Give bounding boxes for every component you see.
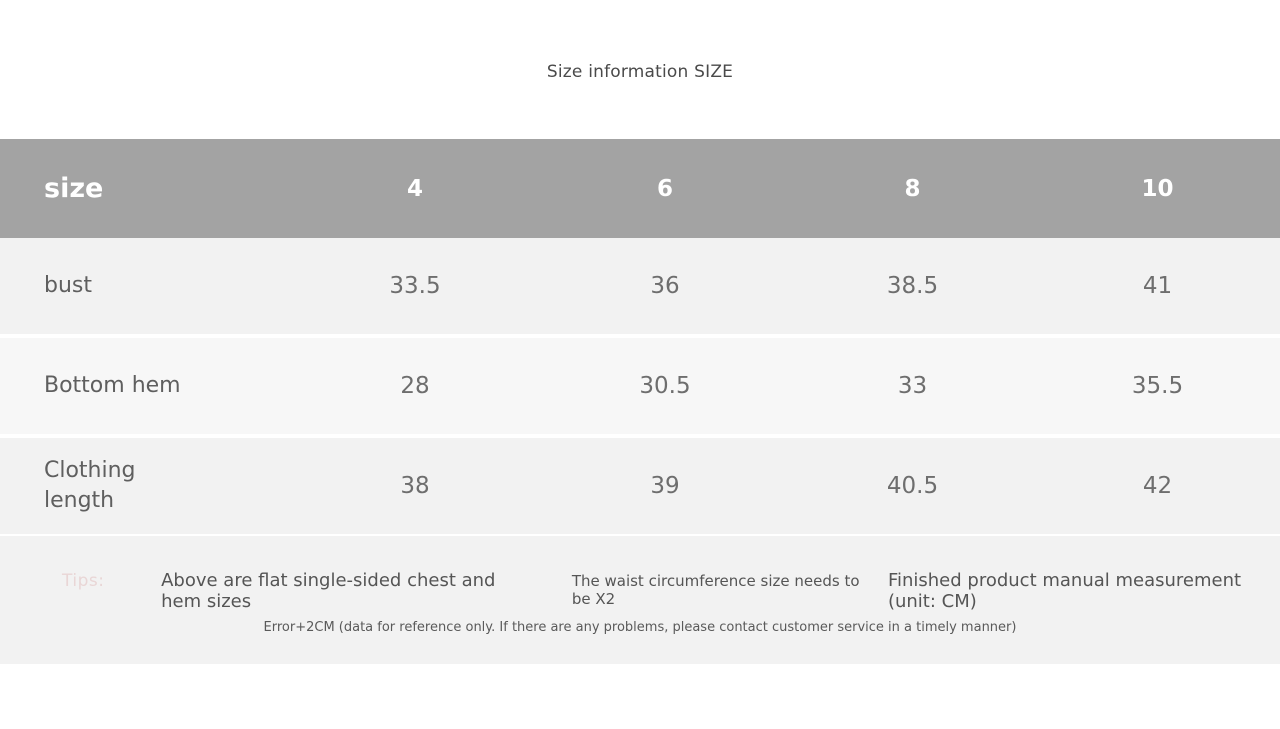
cell-bottom-hem-6: 30.5 <box>540 336 790 436</box>
table-header <box>0 139 1280 238</box>
note-flat-measure: Above are flat single-sided chest and hem sizes <box>161 570 496 612</box>
row-label-text: bust <box>44 273 92 299</box>
row-label-text: Clothing length <box>44 458 136 513</box>
cell-bust-8: 38.5 <box>790 238 1035 336</box>
row-label-text: Bottom hem <box>44 373 181 399</box>
cell-bottom-hem-4: 28 <box>290 336 540 436</box>
cell-clothing-length-8: 40.5 <box>790 436 1035 536</box>
tips-label: Tips: <box>62 571 105 591</box>
table-row <box>0 336 1280 436</box>
page-title: Size information SIZE <box>546 62 734 82</box>
row-label-clothing-length <box>0 436 290 536</box>
cell-bottom-hem-10: 35.5 <box>1035 336 1280 436</box>
column-header-4: 4 <box>406 175 423 202</box>
notes-section <box>0 536 1280 664</box>
table-row <box>0 436 1280 536</box>
note-error-tolerance: Error+2CM (data for reference only. If there are any problems, please contact customer service in a timely manner) <box>263 620 1017 635</box>
row-label-bust <box>0 238 290 336</box>
cell-bottom-hem-8: 33 <box>790 336 1035 436</box>
cell-clothing-length-10: 42 <box>1035 436 1280 536</box>
cell-bust-10: 41 <box>1035 238 1280 336</box>
cell-clothing-length-6: 39 <box>540 436 790 536</box>
column-header-10: 10 <box>1141 175 1174 202</box>
notes-primary-line <box>0 570 1280 612</box>
note-manual-measurement: Finished product manual measurement (unit: CM) <box>887 570 1242 612</box>
column-header-6: 6 <box>656 175 673 202</box>
cell-bust-4: 33.5 <box>290 238 540 336</box>
column-header-size: size <box>44 173 104 204</box>
cell-clothing-length-4: 38 <box>290 436 540 536</box>
row-label-bottom-hem <box>0 336 290 436</box>
size-table <box>0 139 1280 538</box>
table-body <box>0 238 1280 536</box>
table-row <box>0 238 1280 336</box>
column-header-8: 8 <box>904 175 921 202</box>
cell-bust-6: 36 <box>540 238 790 336</box>
note-waist-x2: The waist circumference size needs to be X2 <box>571 572 860 608</box>
table-header-row <box>0 139 1280 238</box>
